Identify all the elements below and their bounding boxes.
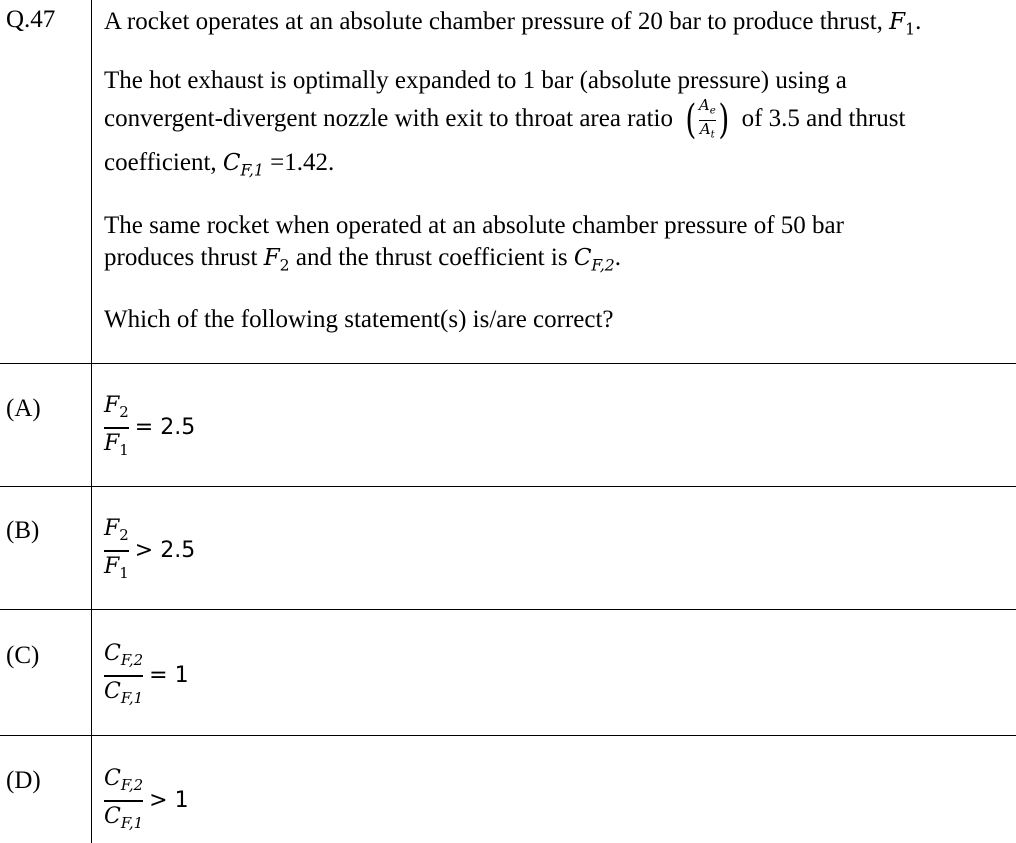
option-a-expression[interactable] bbox=[104, 392, 195, 464]
thrust-f2-symbol: $F_2$ bbox=[263, 245, 290, 275]
cf2-symbol: $C_{F,2}$ bbox=[573, 245, 615, 275]
option-b-relation: > 2.5 bbox=[134, 538, 196, 564]
question-paragraph-3 bbox=[104, 210, 844, 281]
option-d-label: (D) bbox=[6, 767, 41, 794]
separator-line bbox=[0, 609, 1016, 610]
option-c-relation: = 1 bbox=[149, 663, 189, 689]
separator-line bbox=[0, 363, 1016, 364]
option-c-label: (C) bbox=[6, 642, 40, 669]
option-a-fraction: $\frac{F_2}{F_1}$ bbox=[104, 393, 129, 459]
option-c-expression[interactable] bbox=[104, 640, 189, 712]
option-d-relation: > 1 bbox=[149, 788, 189, 814]
option-c-fraction: $\frac{C_{F,2}}{C_{F,1}}$ bbox=[104, 641, 144, 707]
para2-line2: convergent-divergent nozzle with exit to throat area ratio ( $\frac{A_e}{A_t}$ ) of 3.5 and thrust bbox=[104, 96, 906, 144]
option-b-label: (B) bbox=[6, 517, 40, 544]
cf1-symbol: $C_{F,1}$ bbox=[222, 150, 264, 180]
option-a-relation: = 2.5 bbox=[134, 415, 196, 441]
thrust-f1-symbol: $F_1$ bbox=[889, 9, 916, 39]
question-paragraph-1 bbox=[104, 6, 921, 45]
area-ratio-symbol: ( $\frac{A_e}{A_t}$ ) bbox=[685, 96, 730, 144]
para1-end: . bbox=[915, 8, 922, 35]
option-b-expression[interactable] bbox=[104, 515, 195, 587]
para2-line1: The hot exhaust is optimally expanded to 1 bar (absolute pressure) using a bbox=[104, 67, 847, 94]
para3-line1: The same rocket when operated at an absolute chamber pressure of 50 bar bbox=[104, 212, 844, 239]
option-d-expression[interactable] bbox=[104, 765, 189, 837]
para1-text: A rocket operates at an absolute chamber pressure of 20 bar to produce thrust, bbox=[104, 8, 890, 35]
para2-line3: coefficient, $C_{F,1} =1.42$. bbox=[104, 149, 335, 180]
option-b-fraction: $\frac{F_2}{F_1}$ bbox=[104, 516, 129, 582]
column-divider bbox=[91, 0, 92, 843]
option-d-fraction: $\frac{C_{F,2}}{C_{F,1}}$ bbox=[104, 766, 144, 832]
separator-line bbox=[0, 486, 1016, 487]
question-paragraph-2 bbox=[104, 65, 905, 187]
option-a-label: (A) bbox=[6, 395, 41, 422]
question-prompt: Which of the following statement(s) is/are correct? bbox=[104, 306, 614, 333]
separator-line bbox=[0, 735, 1016, 736]
para3-line2: produces thrust $F_2$ and the thrust coefficient is $C_{F,2}$. bbox=[104, 244, 621, 275]
question-number: Q.47 bbox=[6, 6, 56, 33]
